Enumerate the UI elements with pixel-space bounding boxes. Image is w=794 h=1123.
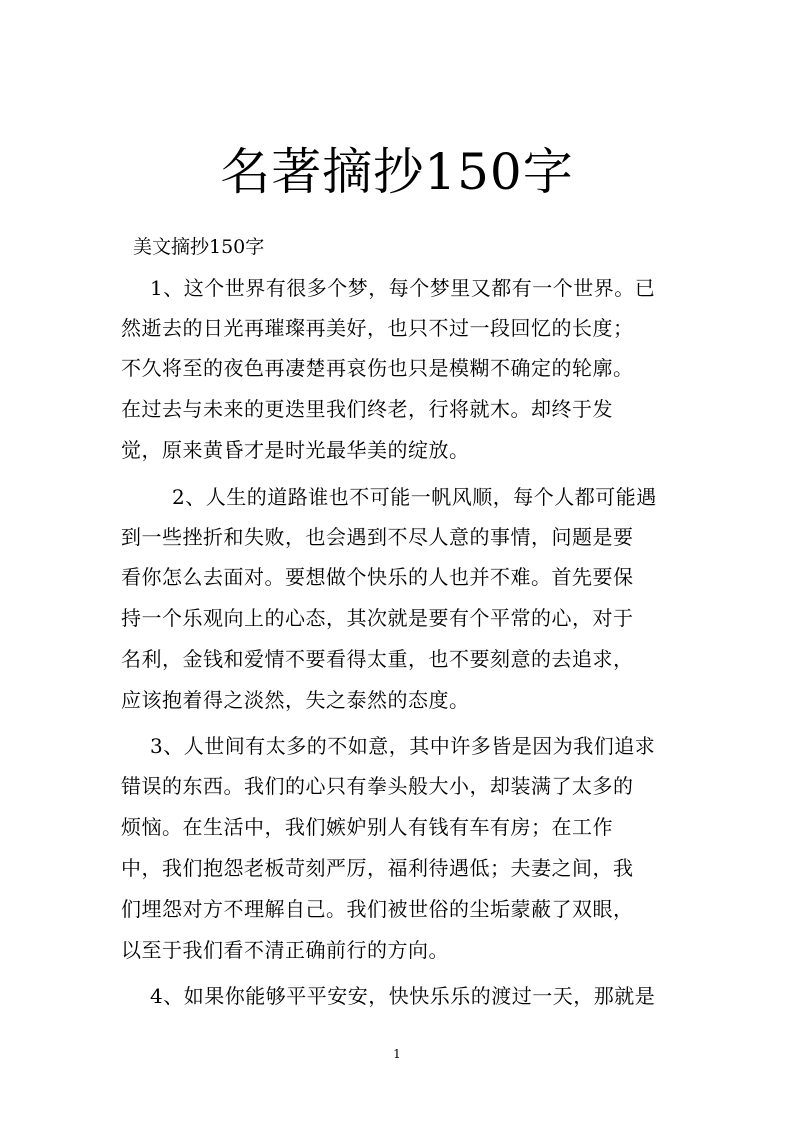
text-line: 烦恼。在生活中，我们嫉妒别人有钱有车有房；在工作 xyxy=(121,815,613,839)
text-line: 1、这个世界有很多个梦，每个梦里又都有一个世界。已 xyxy=(150,276,656,300)
text-line: 们埋怨对方不理解自己。我们被世俗的尘垢蒙蔽了双眼， xyxy=(121,897,634,921)
text-line: 4、如果你能够平平安安，快快乐乐的渡过一天，那就是 xyxy=(150,984,656,1008)
text-line: 名利，金钱和爱情不要看得太重，也不要刻意的去追求， xyxy=(121,647,634,671)
text-line: 中，我们抱怨老板苛刻严厉，福利待遇低；夫妻之间，我 xyxy=(121,856,634,880)
text-line: 2、人生的道路谁也不可能一帆风顺，每个人都可能遇 xyxy=(172,485,657,509)
text-line: 应该抱着得之淡然，失之泰然的态度。 xyxy=(121,688,470,712)
text-line: 以至于我们看不清正确前行的方向。 xyxy=(121,938,449,962)
text-line: 不久将至的夜色再凄楚再哀伤也只是模糊不确定的轮廓。 xyxy=(121,356,634,380)
text-line: 3、人世间有太多的不如意，其中许多皆是因为我们追求 xyxy=(150,734,656,758)
text-line: 看你怎么去面对。要想做个快乐的人也并不难。首先要保 xyxy=(121,565,634,589)
page-number: 1 xyxy=(393,1047,401,1061)
text-line: 然逝去的日光再璀璨再美好，也只不过一段回忆的长度； xyxy=(121,316,634,340)
document-subtitle: 美文摘抄150字 xyxy=(133,236,265,258)
text-line: 持一个乐观向上的心态，其次就是要有个平常的心，对于 xyxy=(121,606,634,630)
text-line: 错误的东西。我们的心只有拳头般大小，却装满了太多的 xyxy=(121,774,634,798)
document-title: 名著摘抄150字 xyxy=(220,143,574,201)
text-line: 在过去与未来的更迭里我们终老，行将就木。却终于发 xyxy=(121,397,613,421)
text-line: 到一些挫折和失败，也会遇到不尽人意的事情，问题是要 xyxy=(121,525,634,549)
text-line: 觉，原来黄昏才是时光最华美的绽放。 xyxy=(121,438,470,462)
